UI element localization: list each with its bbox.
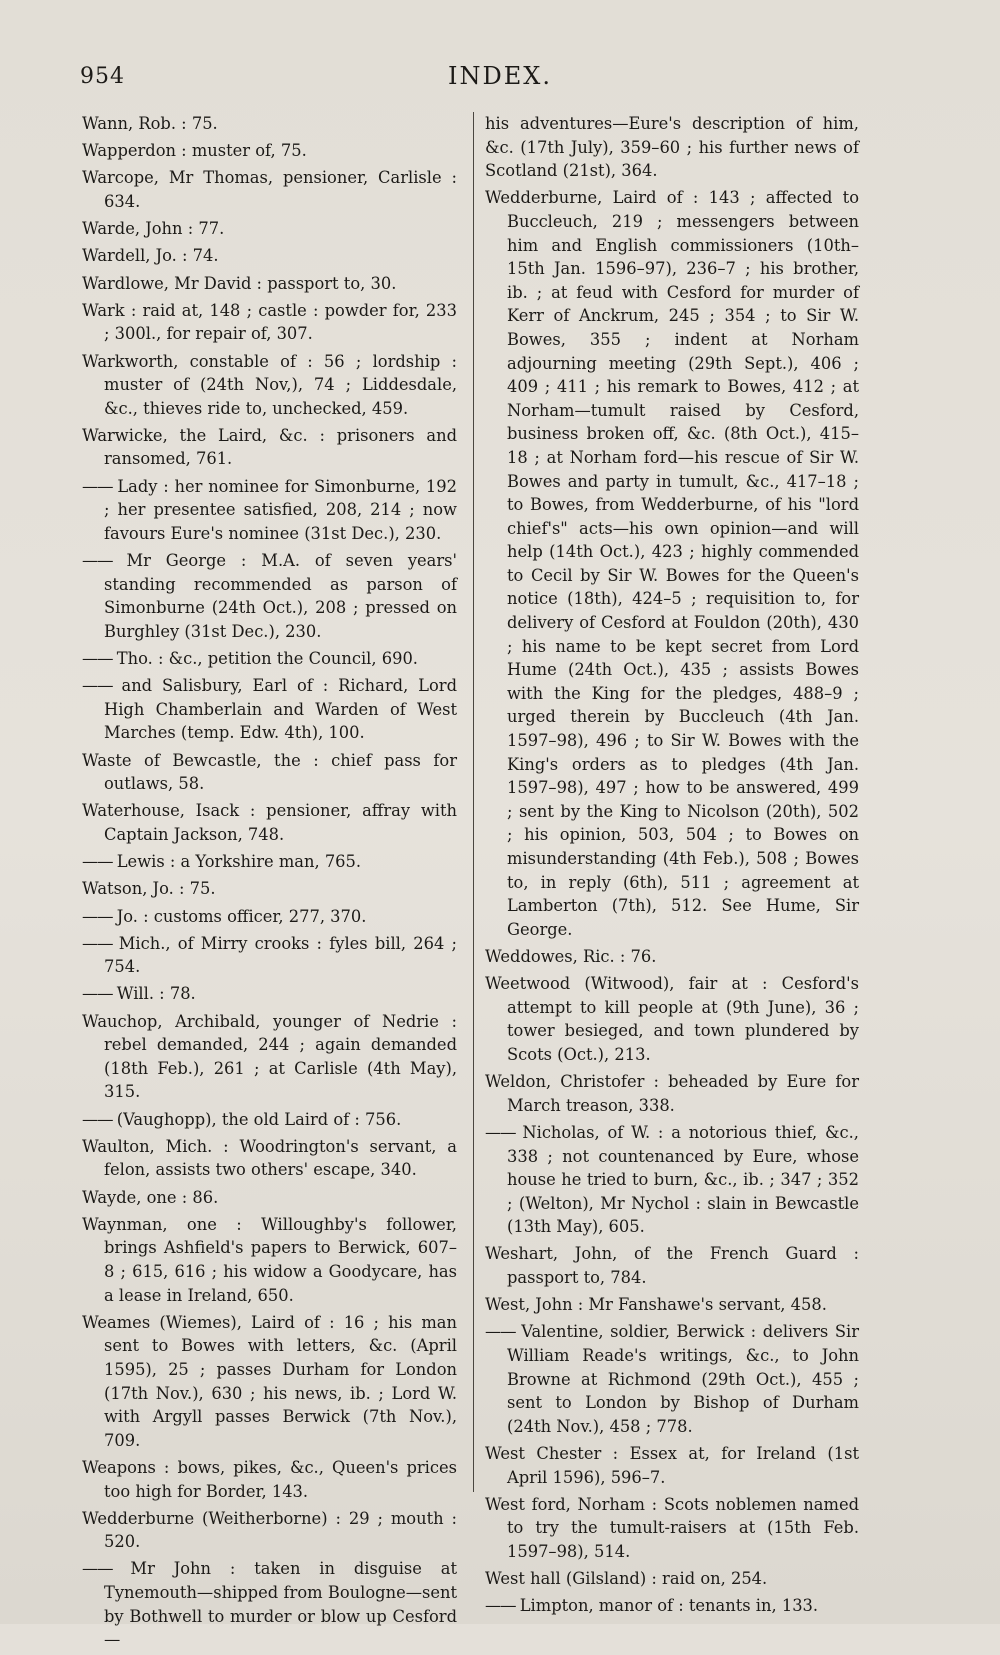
- index-entry: Wedderburne (Weitherborne) : 29 ; mouth : 520.: [82, 1508, 457, 1552]
- index-subentry: —— Will. : 78.: [82, 982, 457, 1006]
- index-entry: Warde, John : 77.: [82, 219, 225, 239]
- index-entry: West ford, Norham : Scots noblemen named to try the tumult-raisers at (15th Feb. 1597–98), 514.: [485, 1494, 859, 1561]
- index-entry: Weddowes, Ric. : 76.: [485, 946, 657, 966]
- index-entry: Weames (Wiemes), Laird of : 16 ; his man sent to Bowes with letters, &c. (April 1595), 25 ; passes Durham for London (17th Nov.), 630 ; his news, ib. ; Lord W. with Argyll passes Berwick (7th Nov.), 709.: [82, 1312, 457, 1450]
- index-entry: Watson, Jo. : 75.: [82, 879, 216, 899]
- index-entry: Warkworth, constable of : 56 ; lordship : muster of (24th Nov,), 74 ; Liddesdale, &c., thieves ride to, unchecked, 459.: [82, 351, 457, 418]
- index-entry: Wann, Rob. : 75.: [82, 114, 218, 133]
- index-entry: Weapons : bows, pikes, &c., Queen's prices too high for Border, 143.: [82, 1457, 457, 1501]
- index-subentry: —— Lewis : a Yorkshire man, 765.: [82, 850, 457, 874]
- index-subentry: —— Valentine, soldier, Berwick : delivers Sir William Reade's writings, &c., to John Browne at Richmond (29th Oct.), 455 ; sent to London by Bishop of Durham (24th Nov.), 458 ; 778.: [485, 1320, 859, 1438]
- page-number: 954: [80, 64, 125, 89]
- index-entry: Wardlowe, Mr David : passport to, 30.: [82, 273, 397, 293]
- index-entry: Weshart, John, of the French Guard : passport to, 784.: [485, 1244, 859, 1288]
- page-title: INDEX.: [448, 62, 552, 90]
- index-entry: West, John : Mr Fanshawe's servant, 458.: [485, 1295, 827, 1315]
- index-subentry: —— Lady : her nominee for Simonburne, 192 ; her presentee satisfied, 208, 214 ; now favours Eure's nominee (31st Dec.), 230.: [82, 475, 457, 546]
- right-column: [485, 112, 859, 1622]
- index-entry: Wayde, one : 86.: [82, 1187, 219, 1207]
- index-subentry: —— Limpton, manor of : tenants in, 133.: [485, 1594, 859, 1618]
- index-subentry: —— (Vaughopp), the old Laird of : 756.: [82, 1108, 457, 1132]
- index-entry: Weldon, Christofer : beheaded by Eure for March treason, 338.: [485, 1072, 859, 1115]
- index-entry: his adventures—Eure's description of him, &c. (17th July), 359–60 ; his further news of Scotland (21st), 364.: [485, 114, 859, 181]
- index-entry: Waterhouse, Isack : pensioner, affray with Captain Jackson, 748.: [82, 801, 457, 844]
- index-subentry: —— Mich., of Mirry crooks : fyles bill, 264 ; 754.: [82, 932, 457, 979]
- index-entry: Wardell, Jo. : 74.: [82, 246, 219, 266]
- index-subentry: —— Mr John : taken in disguise at Tynemouth—shipped from Boulogne—sent by Bothwell to murder or blow up Cesford—: [82, 1557, 457, 1651]
- index-entry: Waynman, one : Willoughby's follower, brings Ashfield's papers to Berwick, 607–8 ; 615, 616 ; his widow a Goodycare, has a lease in Ireland, 650.: [82, 1214, 457, 1305]
- page-header: [0, 58, 1000, 98]
- index-entry: Wedderburne, Laird of : 143 ; affected to Buccleuch, 219 ; messengers between him and English commissioners (10th–15th Jan. 1596–97), 236–7 ; his brother, ib. ; at feud with Cesford for murder of Kerr of Anckrum, 245 ; 354 ; to Sir W. Bowes, 355 ; indent at Norham adjourning meeting (29th Sept.), 406 ; 409 ; 411 ; his remark to Bowes, 412 ; at Norham—tumult raised by Cesford, business broken off, &c. (8th Oct.), 415–18 ; at Norham ford—his rescue of Sir W. Bowes and party in tumult, &c., 417–18 ; to Bowes, from Wedderburne, of his "lord chief's" acts—his own opinion—and will help (14th Oct.), 423 ; highly commended to Cecil by Sir W. Bowes for the Queen's notice (18th), 424–5 ; requisition to, for delivery of Cesford at Fouldon (20th), 430 ; his name to be kept secret from Lord Hume (24th Oct.), 435 ; assists Bowes with the King for the pledges, 488–9 ; urged therein by Buccleuch (4th Jan. 1597–98), 496 ; to Sir W. Bowes with the King's orders as to pledges (4th Jan. 1597–98), 497 ; how to be answered, 499 ; sent by the King to Nicolson (20th), 502 ; his opinion, 503, 504 ; to Bowes on misunderstanding (4th Feb.), 508 ; Bowes to, in reply (6th), 511 ; agreement at Lamberton (7th), 512. See Hume, Sir George.: [485, 188, 859, 939]
- index-subentry: —— Nicholas, of W. : a notorious thief, &c., 338 ; not countenanced by Eure, whose house he tried to burn, &c., ib. ; 347 ; 352 ; (Welton), Mr Nychol : slain in Bewcastle (13th May), 605.: [485, 1121, 859, 1239]
- index-subentry: —— Tho. : &c., petition the Council, 690.: [82, 647, 457, 671]
- left-column: [82, 112, 457, 1655]
- column-divider: [473, 112, 474, 1492]
- index-entry: West hall (Gilsland) : raid on, 254.: [485, 1569, 768, 1589]
- index-subentry: —— Jo. : customs officer, 277, 370.: [82, 905, 457, 929]
- index-entry: Wark : raid at, 148 ; castle : powder for, 233 ; 300l., for repair of, 307.: [82, 300, 457, 344]
- index-entry: West Chester : Essex at, for Ireland (1st April 1596), 596–7.: [485, 1444, 859, 1487]
- index-entry: Wauchop, Archibald, younger of Nedrie : rebel demanded, 244 ; again demanded (18th Feb.), 261 ; at Carlisle (4th May), 315.: [82, 1011, 457, 1102]
- index-entry: Weetwood (Witwood), fair at : Cesford's attempt to kill people at (9th June), 36 ; tower besieged, and town plundered by Scots (Oct.), 213.: [485, 974, 859, 1064]
- index-entry: Waste of Bewcastle, the : chief pass for outlaws, 58.: [82, 750, 457, 794]
- index-subentry: —— Mr George : M.A. of seven years' standing recommended as parson of Simonburne (24th Oct.), 208 ; pressed on Burghley (31st Dec.), 230.: [82, 549, 457, 643]
- index-subentry: —— and Salisbury, Earl of : Richard, Lord High Chamberlain and Warden of West Marches (temp. Edw. 4th), 100.: [82, 674, 457, 745]
- index-entry: Waulton, Mich. : Woodrington's servant, a felon, assists two others' escape, 340.: [82, 1136, 457, 1180]
- index-entry: Warwicke, the Laird, &c. : prisoners and ransomed, 761.: [82, 425, 457, 469]
- index-entry: Wapperdon : muster of, 75.: [82, 141, 307, 161]
- index-entry: Warcope, Mr Thomas, pensioner, Carlisle : 634.: [82, 168, 457, 211]
